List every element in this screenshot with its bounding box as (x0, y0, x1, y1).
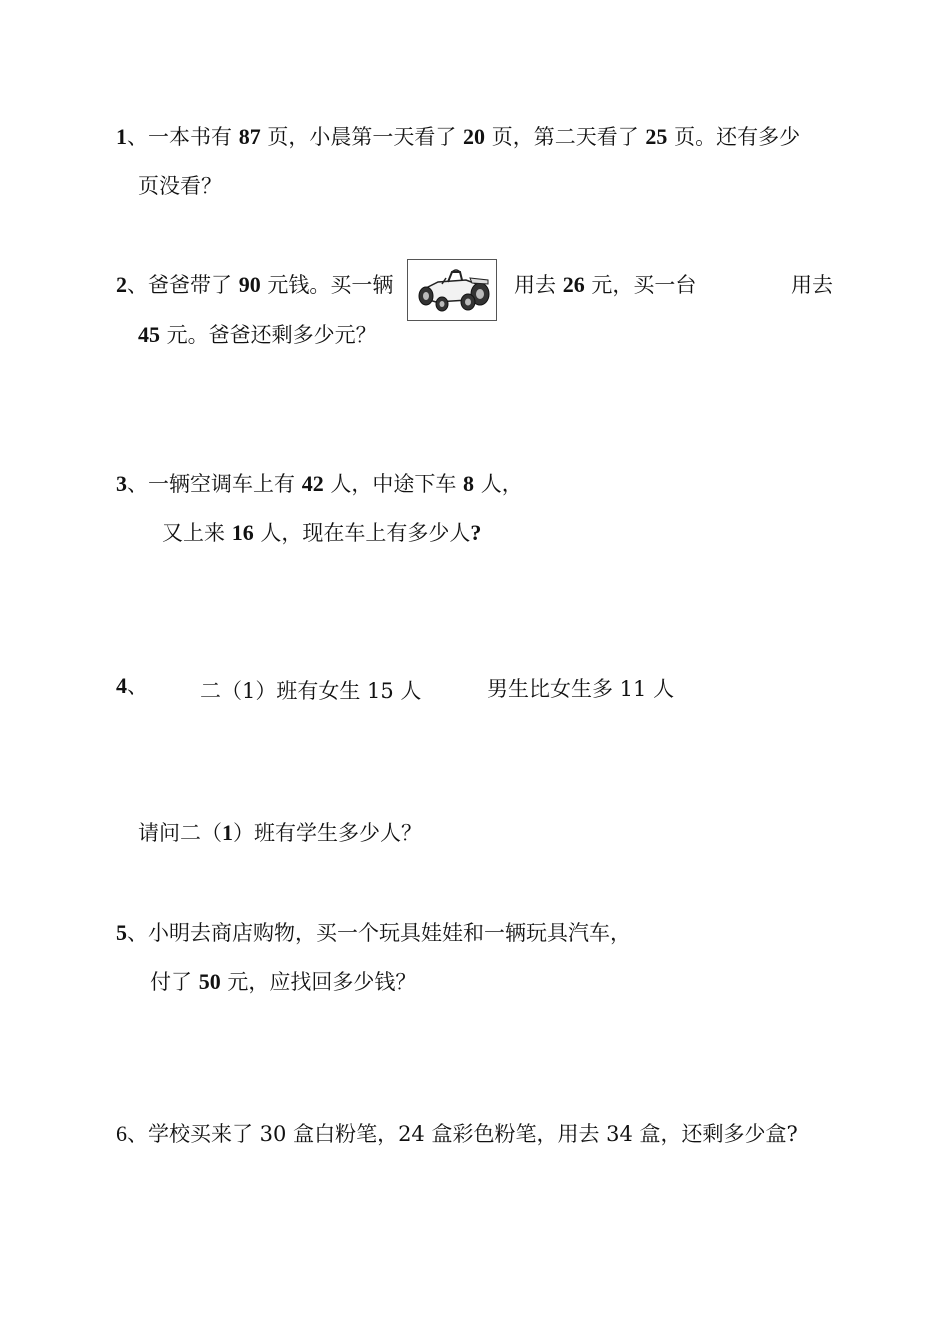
problem-1-line-1 (116, 124, 800, 150)
text: 元，应找回多少钱？ (220, 970, 417, 994)
text: 、 (127, 674, 148, 698)
problem-5-line-1 (116, 920, 631, 946)
race-car-icon (408, 260, 496, 320)
problem-4-girls-label (200, 678, 421, 704)
problem-3-line-2 (162, 520, 481, 546)
text: 页没看？ (138, 174, 222, 198)
text: 页。还有多少 (667, 125, 801, 149)
text: 元。爸爸还剩多少元？ (160, 323, 377, 347)
text: 、爸爸带了 (127, 273, 239, 297)
text: 付了 (150, 970, 199, 994)
problem-2-line-1b (514, 272, 696, 298)
value: 45 (138, 322, 160, 347)
problem-6-line-1 (116, 1121, 798, 1147)
value: 25 (645, 124, 668, 149)
problem-2-line-2 (138, 322, 377, 348)
toy-race-car-image (407, 259, 497, 321)
problem-number: 2 (116, 272, 127, 297)
text: 用去 (791, 273, 833, 297)
problem-3-line-1 (116, 471, 523, 497)
value: ? (470, 520, 482, 545)
problem-1-line-2 (138, 173, 222, 199)
problem-5-line-2 (150, 969, 416, 995)
problem-number: 6 (116, 1121, 127, 1146)
problem-number: 1 (116, 124, 127, 149)
text: 页，第二天看了 (485, 125, 646, 149)
text: 、小明去商店购物，买一个玩具娃娃和一辆玩具汽车， (127, 921, 631, 945)
value: 16 (231, 520, 254, 545)
value: 90 (238, 272, 261, 297)
value: 1 (222, 820, 233, 845)
problem-4-question (138, 820, 422, 846)
value: 42 (301, 471, 324, 496)
text: ）班有学生多少人？ (233, 821, 422, 845)
problem-number: 3 (116, 471, 127, 496)
text: 男生比女生多 11 人 (487, 677, 675, 701)
text: 用去 (514, 273, 563, 297)
value: 87 (238, 124, 261, 149)
text: 人，中途下车 (323, 472, 464, 496)
value: 50 (198, 969, 221, 994)
problem-4-number (116, 673, 148, 699)
problem-number: 5 (116, 920, 127, 945)
problem-2-line-1 (116, 272, 393, 298)
text: 、一辆空调车上有 (127, 472, 302, 496)
value: 20 (463, 124, 486, 149)
text: 、一本书有 (127, 125, 239, 149)
text: 元钱。买一辆 (260, 273, 394, 297)
value: 8 (463, 471, 475, 496)
text: 页，小晨第一天看了 (260, 125, 464, 149)
problem-2-line-1c (791, 272, 833, 298)
value: 26 (562, 272, 585, 297)
text: 请问二（ (138, 821, 222, 845)
text: 人， (474, 472, 523, 496)
text: 又上来 (162, 521, 232, 545)
text: 、学校买来了 30 盒白粉笔，24 盒彩色粉笔，用去 34 盒，还剩多少盒? (127, 1122, 798, 1146)
problem-number: 4 (116, 673, 127, 698)
text: 人，现在车上有多少人 (253, 521, 471, 545)
text: 二（1）班有女生 15 人 (200, 679, 422, 703)
problem-4-boys-label (487, 676, 674, 702)
text: 元，买一台 (584, 273, 697, 297)
